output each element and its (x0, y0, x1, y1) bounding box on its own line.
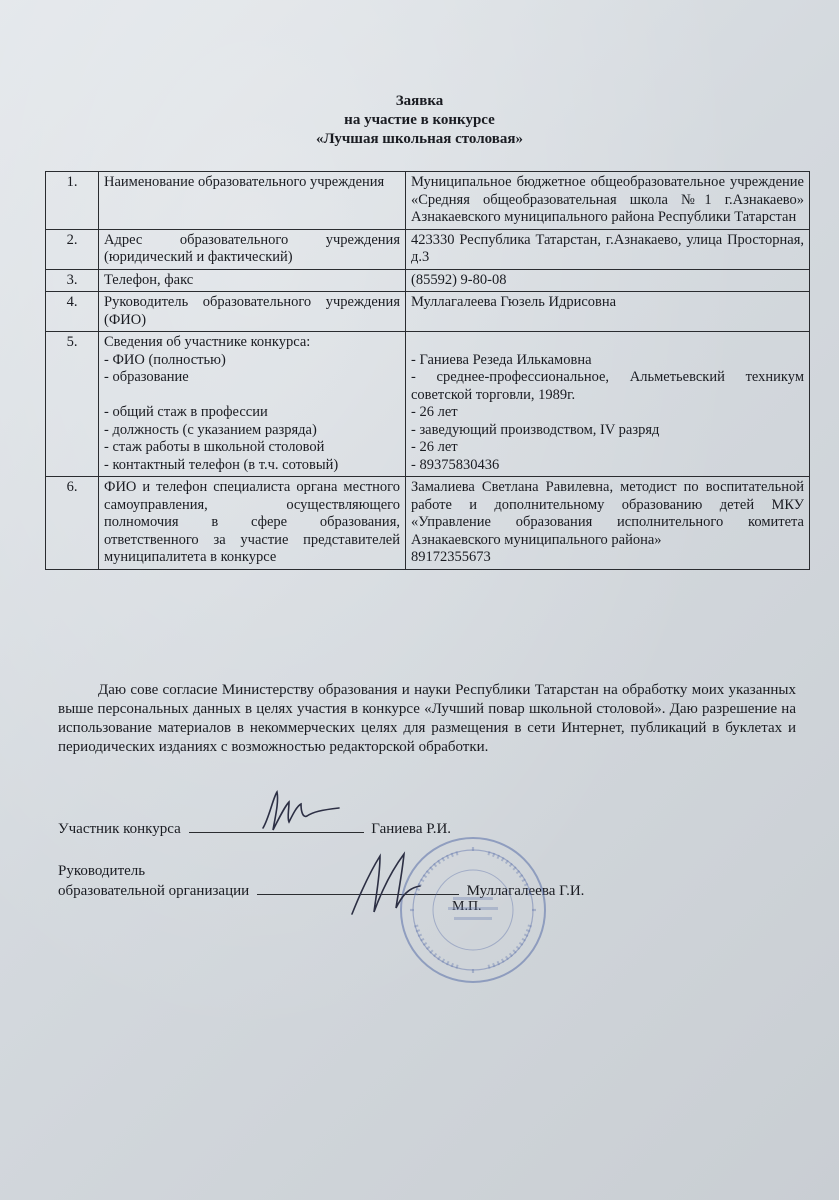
row-number: 6. (46, 477, 99, 570)
row-value: Муллагалеева Гюзель Идрисовна (406, 292, 810, 332)
row-label: Руководитель образовательного учреждения (ФИО) (99, 292, 406, 332)
title-line-1: Заявка (395, 93, 444, 109)
row-label: Наименование образовательного учреждения (99, 172, 406, 230)
participant-name: Ганиева Р.И. (371, 821, 452, 837)
head-label: образовательной организации (58, 883, 250, 899)
head-signature-icon (346, 850, 426, 920)
title-line-3: «Лучшая школьная столовая» (316, 131, 523, 147)
value-item-education: - среднее-профессиональное, Альметьевский техникум советской торговли, 1989г. (411, 369, 804, 403)
row-number: 4. (46, 292, 99, 332)
participant-label: Участник конкурса (58, 821, 181, 837)
head-label-line-1: Руководитель (58, 863, 146, 879)
consent-paragraph: Даю сове согласие Министерству образования и науки Республики Татарстан на обработку моих указанных выше персональных данных в целях участия в конкурсе «Лучший повар школьной столовой». Даю разрешение на использование материалов в некоммерческих целях для размещения в сети Интернет, публикаций в буклетах и периодических изданиях с возможностью редакторской обработки. (58, 682, 796, 755)
row-value: (85592) 9-80-08 (406, 269, 810, 292)
title-line-2: на участие в конкурсе (344, 112, 495, 128)
row-number: 3. (46, 269, 99, 292)
row-label: Адрес образовательного учреждения (юридический и фактический) (99, 229, 406, 269)
seal-abbrev: М.П. (452, 899, 482, 914)
row-label: Телефон, факс (99, 269, 406, 292)
participant-signature-icon (255, 788, 345, 838)
label-item-experience: - общий стаж в профессии (104, 404, 268, 420)
label-item-fio: - ФИО (полностью) (104, 351, 226, 368)
table-row (46, 229, 810, 269)
label-item-education: - образование (104, 369, 189, 385)
row-label (99, 332, 406, 477)
value-item-phone: - 89375830436 (411, 456, 500, 473)
document-title (0, 92, 839, 149)
row-value: Муниципальное бюджетное общеобразовательное учреждение «Средняя общеобразовательная школа №1 г.Азнакаево» Азнакаевского муниципального района Республики Татарстан (406, 172, 810, 230)
row-value (406, 477, 810, 570)
value-item-fio: - Ганиева Резеда Илькамовна (411, 351, 592, 368)
value-item-position: - заведующий производством, IV разряд (411, 421, 660, 438)
table-row (46, 269, 810, 292)
table-row (46, 172, 810, 230)
specialist-info: Замалиева Светлана Равилевна, методист по воспитательной работе и дополнительному образованию детей МКУ «Управление образования исполнительного комитета Азнакаевского муниципального района» (411, 479, 804, 548)
row-value: 423330 Республика Татарстан, г.Азнакаево, улица Просторная, д.3 (406, 229, 810, 269)
table-row (46, 292, 810, 332)
row-number: 1. (46, 172, 99, 230)
participant-info-heading: Сведения об участнике конкурса: (104, 334, 311, 350)
label-item-phone: - контактный телефон (в т.ч. сотовый) (104, 456, 339, 473)
table-row (46, 477, 810, 570)
value-item-experience: - 26 лет (411, 404, 458, 420)
value-item-school-experience: - 26 лет (411, 439, 458, 455)
head-name: Муллагалеева Г.И. (466, 883, 585, 899)
label-item-position: - должность (с указанием разряда) (104, 421, 317, 438)
specialist-phone: 89172355673 (411, 549, 491, 565)
table-row (46, 332, 810, 477)
label-item-school-experience: - стаж работы в школьной столовой (104, 439, 325, 455)
row-number: 5. (46, 332, 99, 477)
row-value (406, 332, 810, 477)
row-number: 2. (46, 229, 99, 269)
application-table (45, 171, 810, 570)
row-label: ФИО и телефон специалиста органа местного самоуправления, осуществляющего полномочия в сфере образования, ответственного за участие представителей муниципалитета в конкурсе (99, 477, 406, 570)
